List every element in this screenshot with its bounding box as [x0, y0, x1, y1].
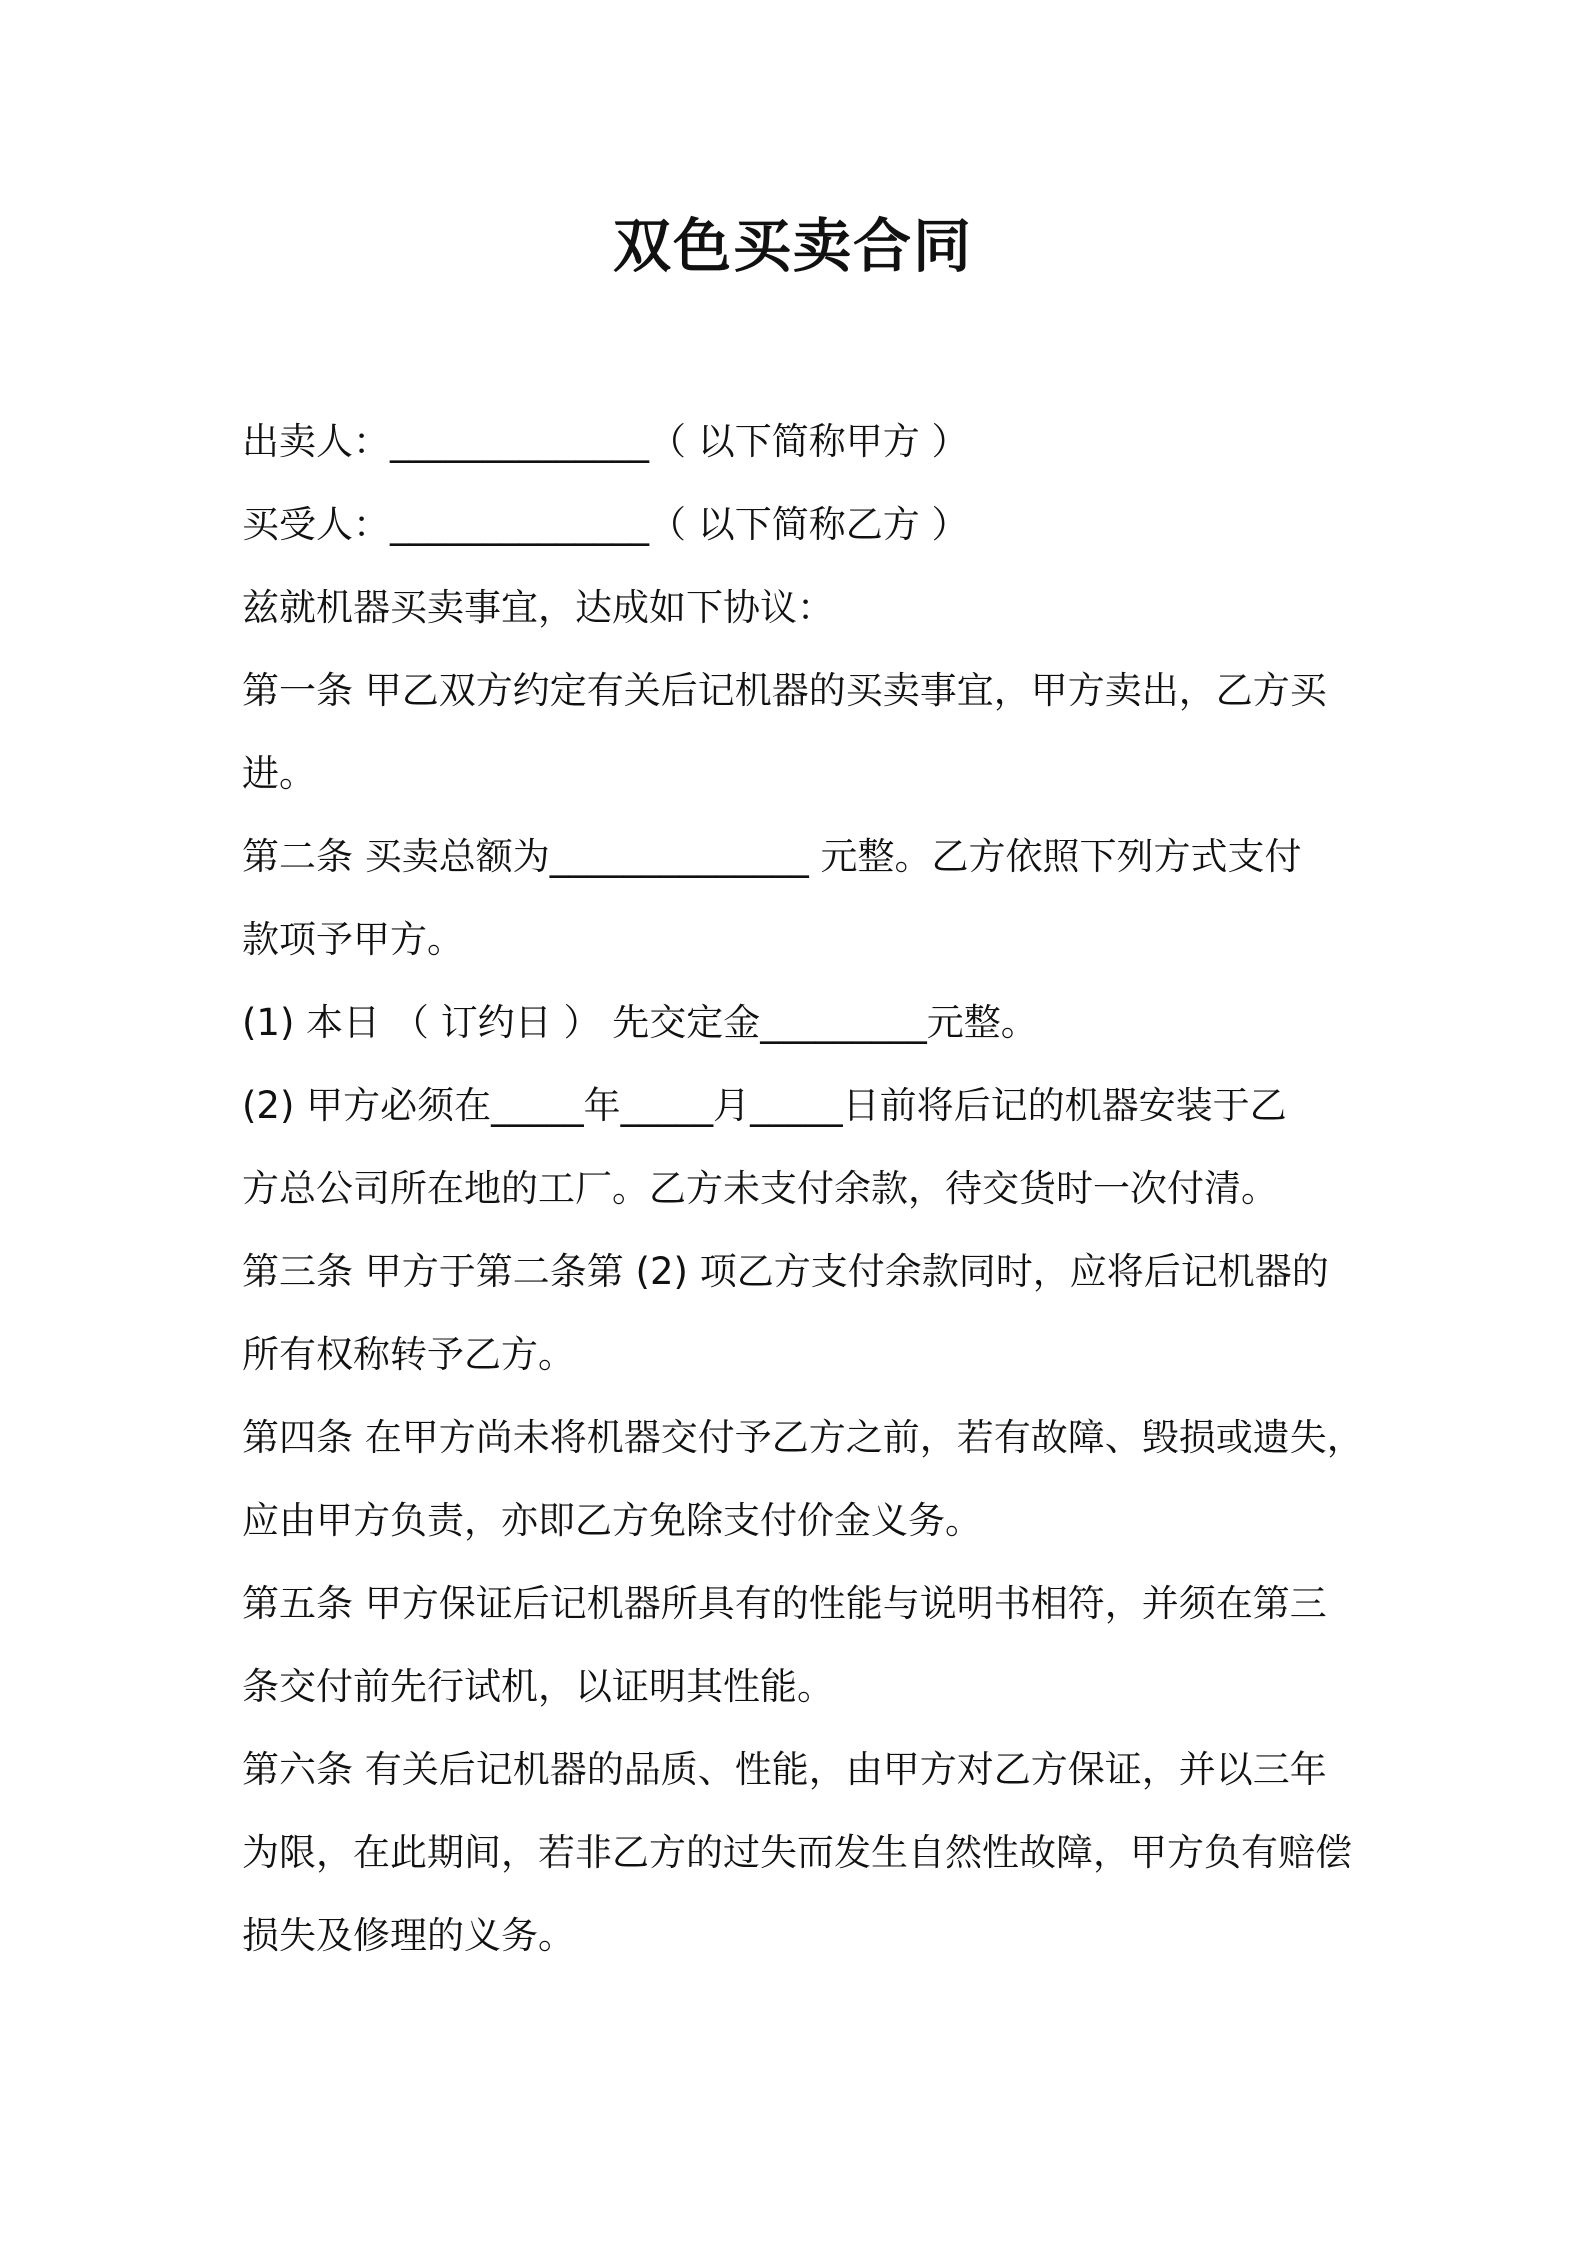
article-2-item-2-line-1: (2) 甲方必须在_____年_____月_____日前将后记的机器安装于乙 [242, 1084, 1287, 1127]
article-4-line-1: 第四条 在甲方尚未将机器交付予乙方之前，若有故障、毁损或遗失， [242, 1416, 1364, 1459]
article-2-line-1: 第二条 买卖总额为______________ 元整。乙方依照下列方式支付 [242, 835, 1302, 878]
article-1-line-1: 第一条 甲乙双方约定有关后记机器的买卖事宜，甲方卖出，乙方买 [242, 669, 1327, 712]
article-6-line-3: 损失及修理的义务。 [242, 1914, 575, 1957]
document-body [242, 400, 1372, 1977]
buyer-line: 买受人：______________（ 以下简称乙方 ） [242, 503, 969, 546]
document-title: 双色买卖合同 [612, 212, 973, 280]
article-2-item-1: (1) 本日 （ 订约日 ） 先交定金_________元整。 [242, 1001, 1038, 1044]
article-5-line-2: 条交付前先行试机，以证明其性能。 [242, 1665, 834, 1708]
article-2-line-2: 款项予甲方。 [242, 918, 464, 961]
article-3-line-2: 所有权称转予乙方。 [242, 1333, 575, 1376]
article-6-line-2: 为限，在此期间，若非乙方的过失而发生自然性故障，甲方负有赔偿 [242, 1831, 1352, 1874]
article-2-item-2-line-2: 方总公司所在地的工厂。乙方未支付余款，待交货时一次付清。 [242, 1167, 1278, 1210]
article-3-line-1: 第三条 甲方于第二条第 (2) 项乙方支付余款同时，应将后记机器的 [242, 1250, 1329, 1293]
article-6-line-1: 第六条 有关后记机器的品质、性能，由甲方对乙方保证，并以三年 [242, 1748, 1327, 1791]
preamble-line: 兹就机器买卖事宜，达成如下协议： [242, 586, 834, 629]
article-1-line-2: 进。 [242, 752, 316, 795]
article-4-line-2: 应由甲方负责，亦即乙方免除支付价金义务。 [242, 1499, 982, 1542]
article-5-line-1: 第五条 甲方保证后记机器所具有的性能与说明书相符，并须在第三 [242, 1582, 1327, 1625]
seller-line: 出卖人：______________（ 以下简称甲方 ） [242, 420, 969, 463]
